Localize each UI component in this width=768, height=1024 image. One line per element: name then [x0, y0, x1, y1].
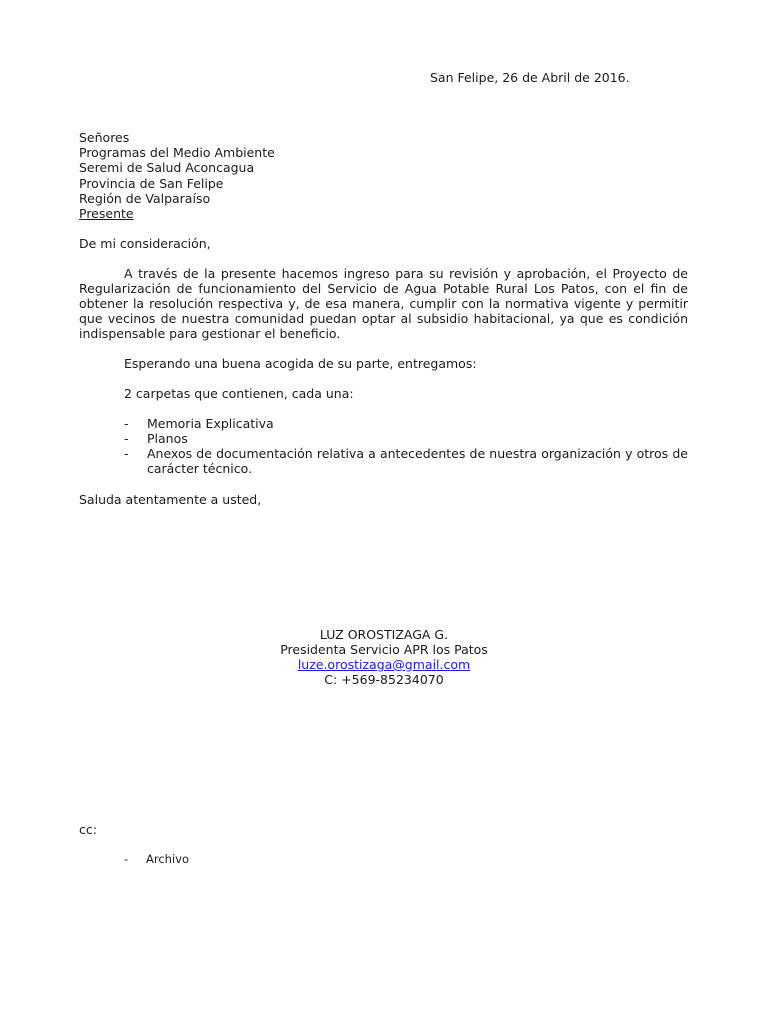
signature-email-link[interactable]: luze.orostizaga@gmail.com	[297, 657, 471, 672]
deliverables-list	[79, 416, 688, 476]
list-item	[79, 446, 688, 476]
signature-email-line	[0, 657, 768, 672]
cc-marker: -	[124, 852, 129, 866]
list-marker: -	[124, 446, 129, 461]
list-marker: -	[124, 416, 129, 431]
recipient-line-5: Región de Valparaíso	[79, 191, 211, 206]
recipient-line-3: Seremi de Salud Aconcagua	[79, 160, 255, 175]
list-marker: -	[124, 431, 129, 446]
recipient-line-2: Programas del Medio Ambiente	[79, 145, 275, 160]
list-item-text: Planos	[147, 431, 188, 446]
list-item	[79, 416, 688, 431]
list-item-text: Memoria Explicativa	[147, 416, 274, 431]
signature-phone: C: +569-85234070	[324, 672, 444, 687]
recipient-line-4: Provincia de San Felipe	[79, 176, 224, 191]
body-paragraph-3: 2 carpetas que contienen, cada una:	[124, 386, 354, 401]
body-paragraph-2: Esperando una buena acogida de su parte, entregamos:	[124, 356, 477, 371]
signature-name: LUZ OROSTIZAGA G.	[319, 627, 449, 642]
closing: Saluda atentamente a usted,	[79, 492, 262, 507]
list-item-text: Anexos de documentación relativa a antecedentes de nuestra organización y otros de carácter técnico.	[147, 446, 688, 476]
recipient-presente: Presente	[79, 206, 134, 221]
cc-label: cc:	[79, 822, 97, 837]
body-paragraph-1: A través de la presente hacemos ingreso para su revisión y aprobación, el Proyecto de Regularización de funcionamiento del Servicio de Agua Potable Rural Los Patos, con el fin de obtener la resolución respectiva y, de esa manera, cumplir con la normativa vigente y permitir que vecinos de nuestra comunidad puedan optar al subsidio habitacional, ya que es condición indispensable para gestionar el beneficio.	[79, 266, 688, 341]
greeting: De mi consideración,	[79, 236, 211, 251]
cc-list-item	[124, 852, 189, 867]
signature-title: Presidenta Servicio APR los Patos	[280, 642, 488, 657]
recipient-line-1: Señores	[79, 130, 130, 145]
list-item	[79, 431, 688, 446]
date-line: San Felipe, 26 de Abril de 2016.	[430, 70, 630, 85]
cc-item-text: Archivo	[146, 852, 189, 866]
